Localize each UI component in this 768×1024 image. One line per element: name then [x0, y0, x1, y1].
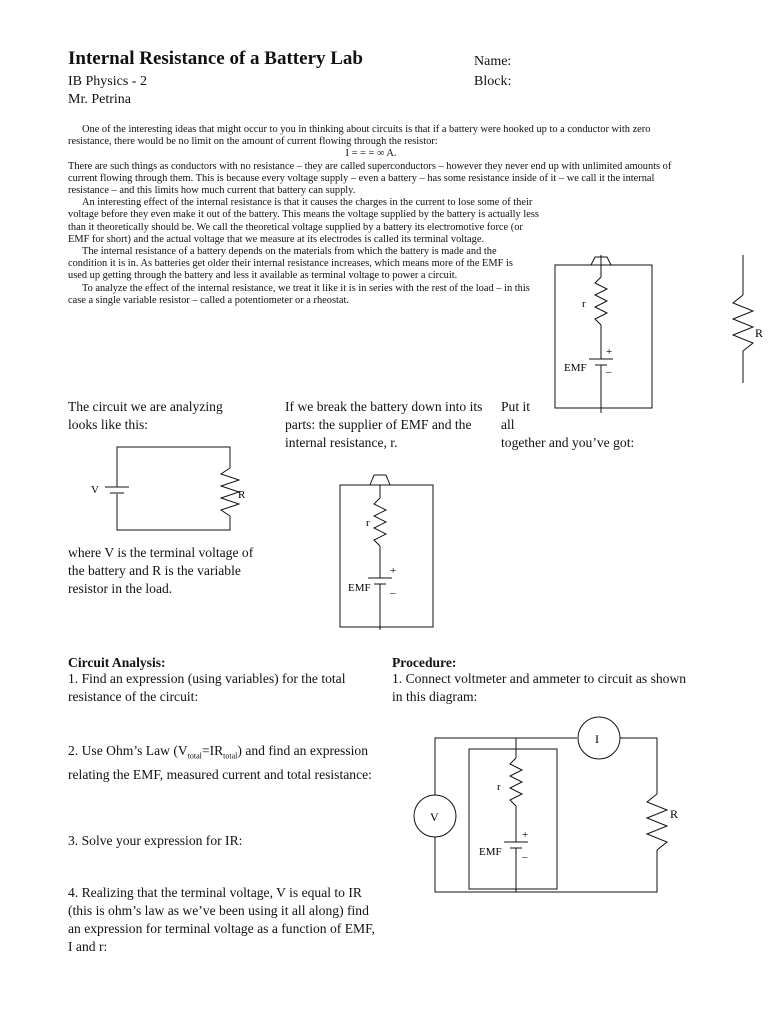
- battery-breakdown-diagram: [330, 470, 440, 632]
- terminal-voltage-explanation: where V is the terminal voltage of the battery and R is the variable resistor in the load.: [68, 545, 254, 596]
- name-label: Name:: [474, 54, 512, 69]
- load-resistor-2: [647, 794, 667, 850]
- put-together-text-1: Put it: [501, 399, 531, 414]
- terminal-voltage-label: V: [91, 484, 99, 496]
- question-1: 1. Find an expression (using variables) for the total resistance of the circuit:: [68, 671, 346, 704]
- procedure-step-1: 1. Connect voltmeter and ammeter to circuit as shown in this diagram:: [392, 671, 687, 704]
- block-label: Block:: [474, 74, 512, 89]
- emf-label-2: EMF: [348, 582, 371, 594]
- full-circuit-diagram: [550, 255, 768, 415]
- intro-paragraph-3: An interesting effect of the internal resistance is that it causes the charges in the current to lose some of their voltage before they even make it out of the battery. This means the voltage supplied by the battery is actually less than it theoretically should be. We call the theoretical voltage supplied by a battery its electromotive force (or EMF for short) and the actual voltage that we measure at its electrodes is called its terminal voltage.: [68, 197, 539, 245]
- question-2-sub-1: total: [187, 751, 202, 761]
- load-resistor: [733, 295, 753, 351]
- procedure-heading: Procedure:: [392, 655, 457, 670]
- measurement-circuit-diagram: [408, 714, 678, 904]
- load-resistance-label: R: [755, 326, 764, 340]
- minus-label-3: _: [522, 847, 528, 859]
- course-name: IB Physics - 2: [68, 74, 147, 89]
- intro-paragraph-5: To analyze the effect of the internal resistance, we treat it like it is in series with the rest of the load – in this case a single variable resistor – called a potentiometer or a rheostat.: [68, 282, 530, 306]
- analysis-heading: Circuit Analysis:: [68, 655, 166, 670]
- emf-label: EMF: [564, 362, 587, 374]
- variable-resistor-label: R: [238, 489, 246, 501]
- intro-paragraph-1: One of the interesting ideas that might occur to you in thinking about circuits is that if a battery were hooked up to a conductor with zero resistance, there would be no limit on the amount of current flowing through the resistor:: [68, 124, 651, 148]
- battery-breakdown-text: If we break the battery down into its parts: the supplier of EMF and the internal resistance, r.: [285, 399, 483, 450]
- internal-resistance-label-2: r: [366, 517, 370, 529]
- plus-label: +: [606, 346, 613, 358]
- question-2-part-c: ) and find an expression relating the EMF, measured current and total resistance:: [68, 743, 372, 782]
- minus-label: _: [606, 362, 612, 374]
- question-3: 3. Solve your expression for IR:: [68, 833, 243, 848]
- internal-resistance-label: r: [582, 298, 586, 310]
- put-together-text-3: together and you’ve got:: [501, 435, 635, 450]
- question-4: 4. Realizing that the terminal voltage, V is equal to IR (this is ohm’s law as we’ve been using it all along) find an expression for terminal voltage as a function of EMF, I and r:: [68, 885, 375, 954]
- voltmeter-label: V: [430, 810, 439, 824]
- ammeter: [578, 717, 620, 759]
- put-together-text-2: all: [501, 417, 515, 432]
- load-resistance-label-3: R: [670, 807, 678, 821]
- emf-label-3: EMF: [479, 846, 502, 858]
- plus-label-3: +: [522, 829, 529, 841]
- page-title: Internal Resistance of a Battery Lab: [68, 48, 363, 69]
- battery-box: [555, 265, 652, 408]
- ammeter-label: I: [595, 732, 599, 746]
- teacher-name: Mr. Petrina: [68, 92, 131, 107]
- circuit-intro-text: The circuit we are analyzing looks like this:: [68, 399, 223, 432]
- minus-label-2: _: [390, 583, 396, 595]
- question-2-part-b: =IR: [201, 743, 224, 758]
- internal-resistance-label-3: r: [497, 781, 501, 793]
- intro-paragraph-2: There are such things as conductors with no resistance – they are called superconductors – however they never end up with unlimited amounts of current flowing through them. This is because every voltage supply – even a battery – has some resistance inside of it – we call it the internal resistance – and this limits how much current that battery can supply.: [68, 160, 672, 197]
- plus-label-2: +: [390, 565, 397, 577]
- question-2: [68, 742, 378, 784]
- simple-circuit-diagram: [88, 440, 258, 540]
- question-2-part-a: 2. Use Ohm’s Law (V: [68, 743, 188, 758]
- current-equation: I = = = ∞ A.: [345, 148, 397, 160]
- intro-paragraph-4: The internal resistance of a battery depends on the materials from which the battery is made and the condition it is in. As batteries get older their internal resistance increases, which means more of the EMF is used up getting through the battery and less it available as terminal voltage to power a circuit.: [68, 246, 513, 282]
- internal-resistor: [595, 277, 607, 325]
- question-2-sub-2: total: [223, 751, 238, 761]
